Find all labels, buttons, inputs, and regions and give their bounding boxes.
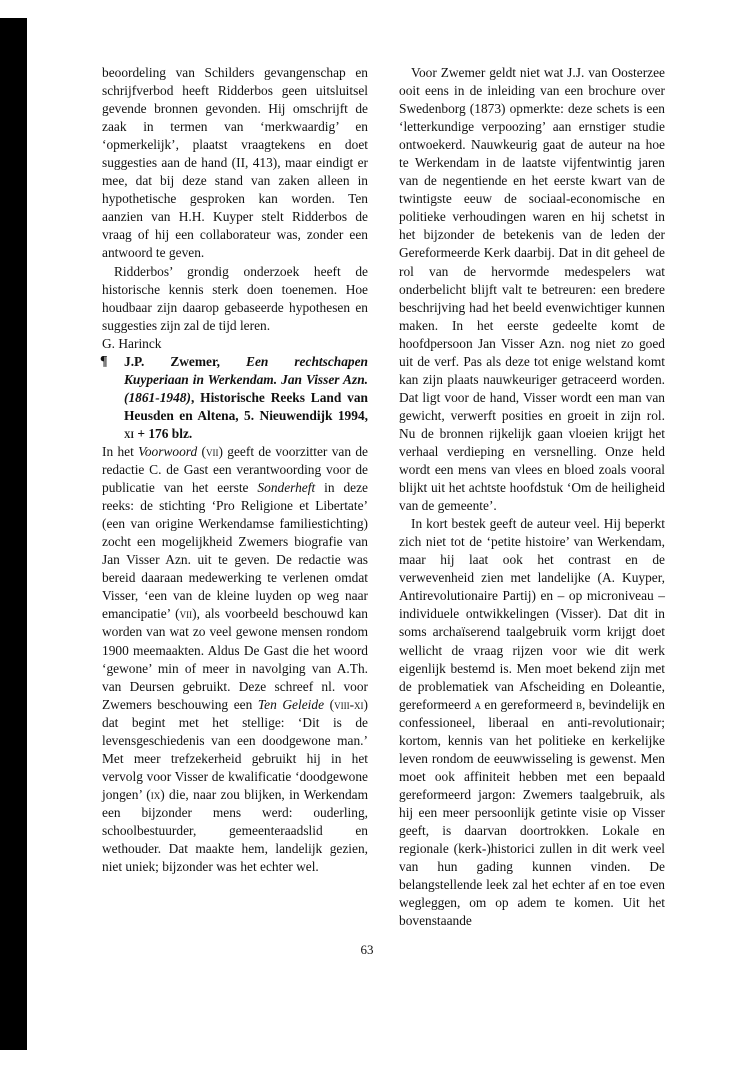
- page-ref-roman: ix: [150, 786, 161, 802]
- text-run: en gereformeerd: [481, 696, 576, 712]
- review-book-details: , Historische Reeks Land van Heusden en Altena, 5. Nieuwendijk 1994,: [124, 389, 368, 423]
- text-run: ), als voorbeeld beschouwd kan worden van wat zo veel gewone mensen rondom 1900 meemaakten. Aldus De Gast die het woord ‘gewone’ min of meer in navolging van A.Th. van Deursen gebruikt. Deze schreef nl. voor Zwemers beschouwing een: [102, 606, 368, 712]
- page-ref-roman: vii: [179, 606, 193, 622]
- reviewer-signature: G. Harinck: [102, 335, 162, 351]
- review-book-title: Een rechtschapen Kuyperiaan in Werkendam. Jan Visser Azn. (1861-1948): [124, 353, 368, 405]
- review-pages-rest: + 176 blz.: [134, 425, 193, 441]
- text-run: ) dat begint met het stellige: ‘Dit is de levensgeschiedenis van een doodgewone man.’ Met meer trefzekerheid gebruikt hij in het vervolg voor Visser de kwalificatie ‘doodgewone jongen’ (: [102, 696, 369, 802]
- italic-term-voorwoord: Voorwoord: [138, 443, 198, 459]
- review-author: J.P. Zwemer,: [124, 353, 247, 369]
- review-paragraph-1: [102, 443, 368, 876]
- right-column: [399, 64, 665, 930]
- small-caps-b: b: [575, 696, 582, 712]
- text-run: , bevindelijk en confessioneel, liberaal en anti-revolutionair; kortom, kennis van het politieke en kerkelijke leven rondom de eeuwwisseling is gewenst. Men moet ook affiniteit hebben met een bepaald gereformeerd jargon: Zwemers taalgebruik, als hij een meer persoonlijk getinte visie op Visser geeft, is daarvan doortrokken. Lokale en regionale (kerk-)historici zullen in dit werk veel van hun gading kunnen vinden. De belangstellende leek zal het echter af en toe even wegleggen, om op adem te komen. Uit het bovenstaande: [399, 696, 665, 929]
- left-column: [102, 64, 368, 876]
- page-ref-roman: viii-xi: [334, 696, 364, 712]
- text-run: (: [324, 696, 335, 712]
- text-run: (: [197, 443, 206, 459]
- closing-paragraph: Ridderbos’ grondig onderzoek heeft de historische kennis sterk doen toenemen. Hoe houdbaar zijn daarop gebaseerde hypothesen en suggesties zijn zal de tijd leren.: [102, 263, 368, 333]
- italic-term-sonderheft: Sonderheft: [257, 480, 316, 496]
- review-heading: [102, 353, 368, 443]
- continued-paragraph: beoordeling van Schilders gevangenschap en schrijfverbod heeft Ridderbos geen uitsluitsel gevende bronnen gevonden. Hij omschrijft de zaak in termen van ‘merkwaardig’ en ‘opmerkelijk’, plaatst vraagtekens en doet suggesties aan de hand (II, 413), maar eindigt er mee, dat bij deze stand van zaken alleen in hypothetische gesproken kan worden. Ten aanzien van H.H. Kuyper stelt Ridderbos de vraag of hij een collaborateur was, zonder een antwoord te geven.: [102, 65, 368, 261]
- text-run: in deze reeks: de stichting ‘Pro Religione et Libertate’ (een van origine Werkendamse familiestichting) zocht een mogelijkheid Zwemers biografie van Jan Visser Azn. uit te geven. De redactie was bereid daaraan medewerking te verlenen omdat Visser, ‘een van de kleine luyden op weg naar emancipatie’ (: [102, 480, 368, 622]
- page-number: 63: [360, 942, 374, 957]
- right-paragraph-2: [399, 515, 665, 930]
- text-run: In het: [102, 443, 139, 459]
- small-caps-a: a: [474, 696, 482, 712]
- page-ref-roman: vii: [206, 443, 219, 459]
- review-pages-roman: xi: [124, 425, 135, 441]
- text-run: ) geeft de voorzitter van de redactie C. de Gast een verantwoording voor de publicatie van het eerste: [102, 443, 369, 496]
- text-run: ) die, naar zou blijken, in Werkendam een bijzonder mens werd: ouderling, schoolbestuurder, gemeenteraadslid en wethouder. Dat maakte hem, landelijk gezien, niet uniek; bijzonder was het echter wel.: [102, 786, 368, 875]
- right-paragraph-1: Voor Zwemer geldt niet wat J.J. van Oosterzee ooit eens in de inleiding van een brochure over Swedenborg (1873) opmerkte: deze schets is een ‘letterkundige verpoozing’ aan ernstiger studie ontwoekerd. Nauwkeurig gaat de auteur na hoe te Werkendam in de laatste vijfentwintig jaren van de negentiende en het eerste kwart van de twintigste eeuw de sociaal-economische en politieke verhoudingen waren en hij schetst in het bijzonder de betekenis van de leden der Gereformeerde Kerk daarbij. Dat in dit geheel de rol van de hervormde medespelers wat onderbelicht blijft valt te betreuren: een bredere beschrijving had het beeld evenwichtiger kunnen maken. In het eerste gedeelte komt de hoofdpersoon Jan Visser Azn. nog niet zo goed uit de verf. Pas als deze tot enige welstand komt kan zijn plaats nauwkeuriger getraceerd worden. Dat ligt voor de hand, Visser wordt een man van gewicht, verwerft posities en groeit in zijn rol. Nu de bronnen rijkelijk gaan vloeien krijgt het verhaal verdieping en versnelling. Onze held wordt een mens van vlees en bloed zoals vooral blijkt uit het achtste hoofdstuk ‘Om de heiligheid van de gemeente’.: [399, 65, 665, 514]
- pilcrow-icon: ¶: [100, 353, 108, 369]
- italic-term-ten-geleide: Ten Geleide: [257, 696, 325, 712]
- scan-edge-bar: [0, 18, 27, 1050]
- text-run: In kort bestek geeft de auteur veel. Hij beperkt zich niet tot de ‘petite histoire’ van Werkendam, maar hij laat ook het contrast en de verwevenheid zien met landelijke (A. Kuyper, Antirevolutionaire Partij) en – op microniveau – individuele ontwikkelingen (Visser). Dat dit in soms archaïserend taalgebruik vorm krijgt doet wellicht de vraag rijzen voor wie dit werk eigenlijk bestemd is. Men moet bekend zijn met de problematiek van Afscheiding en Doleantie, gereformeerd: [399, 516, 665, 712]
